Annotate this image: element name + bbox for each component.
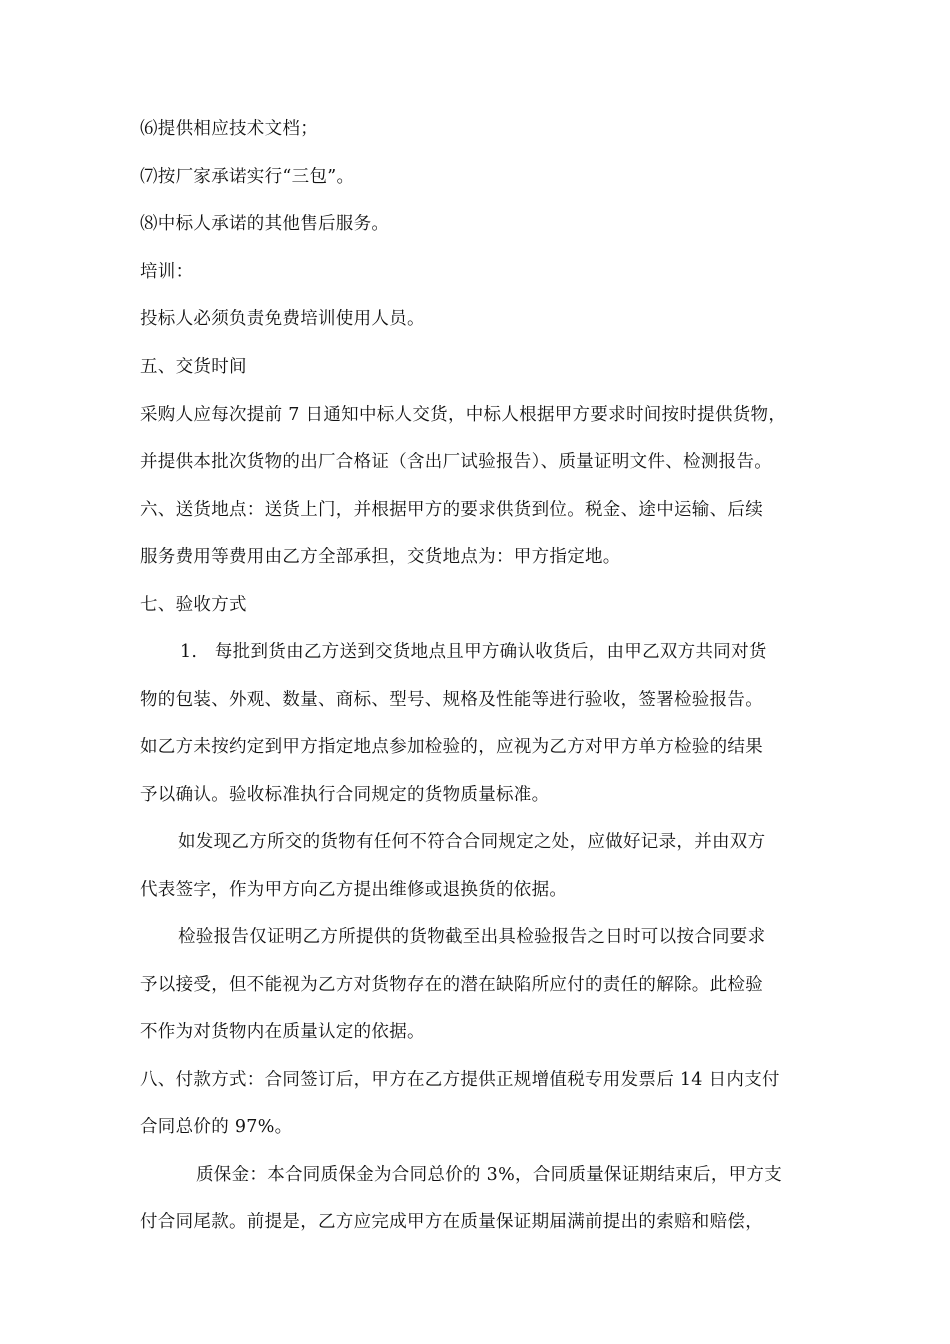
text-line-inspection-1: 检验报告仅证明乙方所提供的货物截至出具检验报告之日时可以按合同要求	[178, 927, 766, 947]
text-line-training-heading: 培训：	[140, 262, 194, 282]
text-line-item-6: ⑹提供相应技术文档；	[140, 119, 318, 139]
text-line-item-8: ⑻中标人承诺的其他售后服务。	[140, 214, 390, 234]
section-heading-acceptance: 七、验收方式	[140, 595, 247, 615]
text-line-training-body: 投标人必须负责免费培训使用人员。	[140, 309, 425, 329]
text-line-item-7: ⑺按厂家承诺实行“三包”。	[140, 167, 355, 187]
text-line-acceptance-1: 1. 每批到货由乙方送到交货地点且甲方确认收货后，由甲乙双方共同对货	[180, 642, 767, 662]
text-line-warranty-2: 付合同尾款。前提是，乙方应完成甲方在质量保证期届满前提出的索赔和赔偿，	[140, 1212, 763, 1232]
text-line-delivery-place-2: 服务费用等费用由乙方全部承担，交货地点为：甲方指定地。	[140, 547, 621, 567]
text-line-nonconformity-1: 如发现乙方所交的货物有任何不符合合同规定之处，应做好记录，并由双方	[178, 832, 766, 852]
section-heading-delivery-time: 五、交货时间	[140, 357, 247, 377]
text-line-acceptance-4: 予以确认。验收标准执行合同规定的货物质量标准。	[140, 785, 550, 805]
text-line-delivery-1: 采购人应每次提前 7 日通知中标人交货，中标人根据甲方要求时间按时提供货物，	[140, 405, 787, 425]
text-line-delivery-2: 并提供本批次货物的出厂合格证（含出厂试验报告）、质量证明文件、检测报告。	[140, 452, 773, 472]
text-line-acceptance-2: 物的包装、外观、数量、商标、型号、规格及性能等进行验收，签署检验报告。	[140, 690, 763, 710]
text-line-inspection-3: 不作为对货物内在质量认定的依据。	[140, 1022, 425, 1042]
text-line-warranty-1: 质保金：本合同质保金为合同总价的 3%，合同质量保证期结束后，甲方支	[196, 1165, 783, 1185]
text-line-nonconformity-2: 代表签字，作为甲方向乙方提出维修或退换货的依据。	[140, 880, 568, 900]
text-line-payment-2: 合同总价的 97%。	[140, 1117, 293, 1137]
section-heading-payment: 八、付款方式：合同签订后，甲方在乙方提供正规增值税专用发票后 14 日内支付	[140, 1070, 780, 1090]
text-line-inspection-2: 予以接受，但不能视为乙方对货物存在的潜在缺陷所应付的责任的解除。此检验	[140, 975, 763, 995]
section-heading-delivery-place: 六、送货地点：送货上门，并根据甲方的要求供货到位。税金、途中运输、后续	[140, 500, 763, 520]
text-line-acceptance-3: 如乙方未按约定到甲方指定地点参加检验的，应视为乙方对甲方单方检验的结果	[140, 737, 763, 757]
